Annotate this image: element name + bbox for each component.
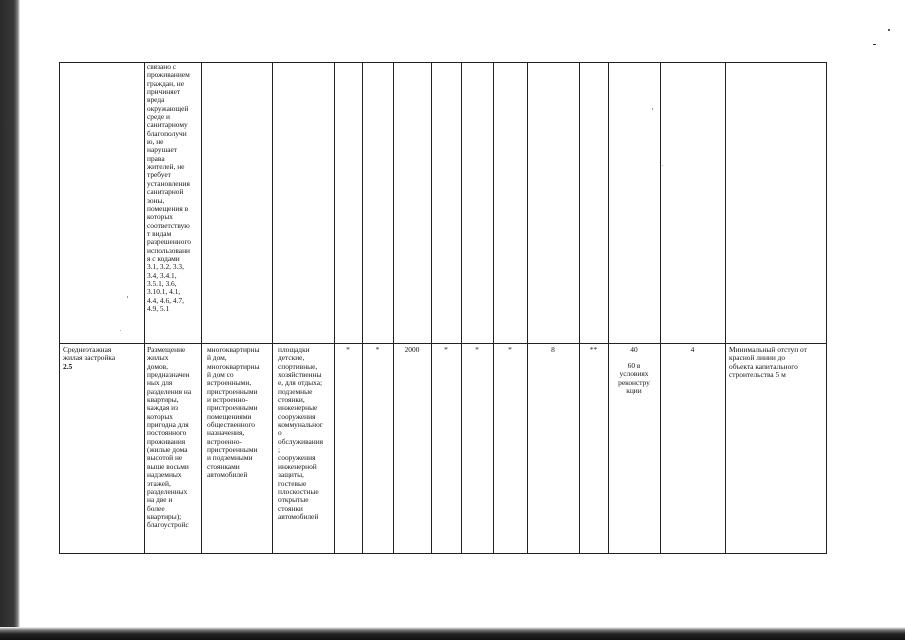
building-percent-note: 60 в условиях реконстру кции (618, 362, 650, 396)
zone-name: Среднеэтажная жилая застройка (63, 346, 116, 363)
column-divider (59, 62, 60, 554)
continuation-description: связано с проживанием граждан, не причиняет вреда окружающей среде и санитарному благополучи ю, не нарушает права жителей, не требует установления санитарной зоны, помещения в которых соответствую т видам разрешенного использовани я с кодами 3.1, 3.2, 3.3, 3.4, 3.4.1, 3.5.1, 3.6, 3.10.1, 4.1, 4.4, 4.6, 4.7, 4.9, 5.1 (147, 63, 191, 313)
param-cell: * (346, 346, 350, 354)
auxiliary-use-types: площадки детские, спортивные, хозяйственны е, для отдыха; подземные стоянки, инженерные сооружения коммунальног о обслуживания ; сооружения инженерной защиты, гостевые плоскостные открытые стоянки автомобилей (278, 346, 324, 521)
scan-speck (873, 44, 876, 45)
scan-edge-bottom (0, 627, 905, 640)
scan-speck (652, 108, 653, 110)
setback-note: Минимальный отступ от красной линии до объекта капитального строительства 5 м (729, 346, 807, 380)
param-cell: * (475, 346, 479, 354)
param-cell: 2000 (404, 346, 420, 354)
column-divider (579, 62, 580, 554)
column-divider (461, 62, 462, 554)
scan-speck (662, 165, 663, 166)
column-divider (393, 62, 394, 554)
param-cell: 8 (551, 346, 555, 354)
scan-speck (888, 29, 890, 31)
main-use-types: многоквартирны й дом, многоквартирны й дом со встроенными, пристроенными и встроенно- пристроенными помещениями общественного назначения, встроенно- пристроенными и подземными стоянками автомобилей (207, 346, 260, 480)
column-divider (725, 62, 726, 554)
column-divider (608, 62, 609, 554)
row-divider (59, 343, 827, 344)
column-divider (826, 62, 827, 554)
scan-speck (127, 296, 128, 298)
building-percent: 40 (630, 346, 638, 354)
param-cell: ** (589, 346, 598, 354)
param-cell: * (508, 346, 512, 354)
scan-edge-left (0, 0, 20, 640)
column-divider (201, 62, 202, 554)
zone-code: 2.5 (63, 362, 73, 371)
table-bottom-border (59, 553, 827, 554)
scan-speck (120, 330, 121, 331)
zone-description: Размещение жилых домов, предназначен ных для разделения на квартиры, каждая из которых пригодна для постоянного проживания (жилые дома высотой не выше восьми надземных этажей, разделенных на две и более квартиры); благоустройс (147, 346, 192, 530)
column-divider (493, 62, 494, 554)
column-divider (334, 62, 335, 554)
column-divider (527, 62, 528, 554)
param-cell: * (375, 346, 380, 354)
column-divider (431, 62, 432, 554)
column-divider (144, 62, 145, 554)
floors-count: 4 (690, 346, 695, 354)
column-divider (660, 62, 661, 554)
column-divider (362, 62, 363, 554)
param-cell: * (444, 346, 448, 354)
column-divider (272, 62, 273, 554)
